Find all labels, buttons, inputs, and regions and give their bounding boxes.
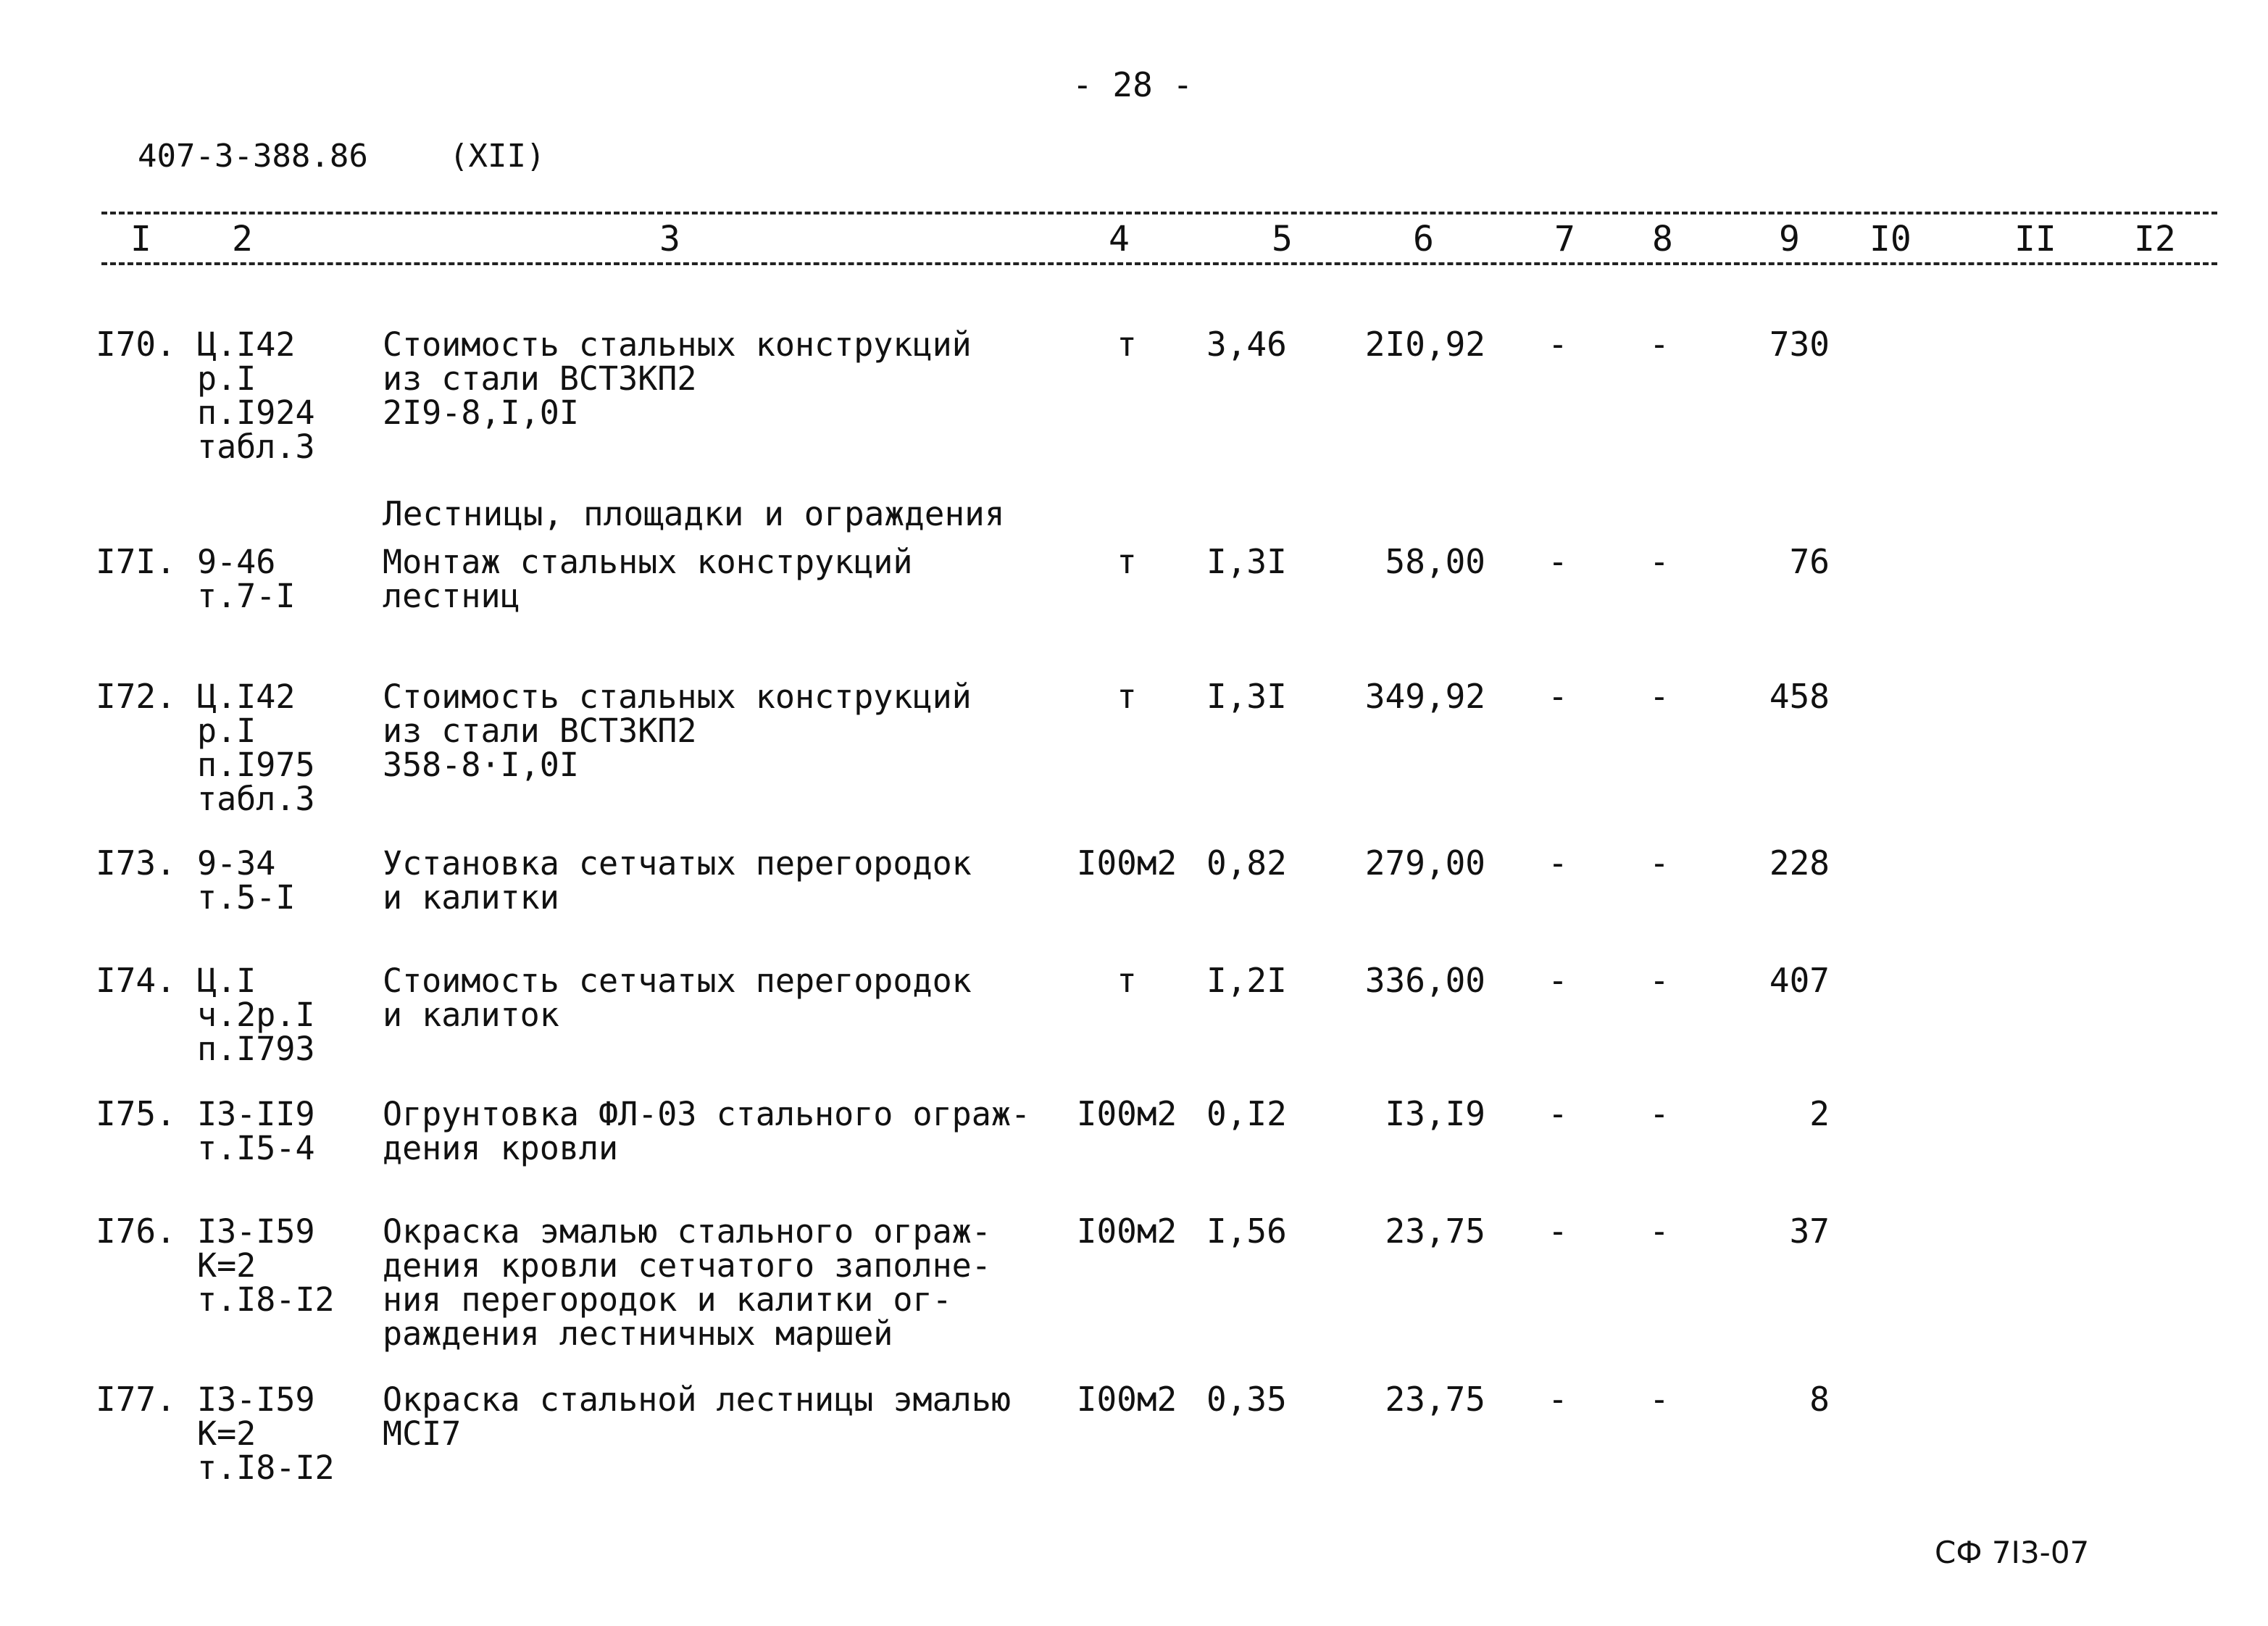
column-header-11: II <box>2014 219 2056 259</box>
row-description-line: Стоимость стальных конструкций <box>383 678 972 716</box>
row-description-line: лестниц <box>383 577 520 615</box>
column-header-1: I <box>130 219 151 259</box>
column-header-6: 6 <box>1413 219 1434 259</box>
column-header-7: 7 <box>1554 219 1575 259</box>
row-total: 730 <box>1769 325 1830 364</box>
row-unit-price: 58,00 <box>1385 542 1485 581</box>
row-column-7: - <box>1548 1212 1568 1251</box>
row-description-line: Стоимость сетчатых перегородок <box>383 962 972 1000</box>
row-code-line: п.I793 <box>197 1030 315 1068</box>
row-description-line: раждения лестничных маршей <box>383 1314 893 1353</box>
row-unit-price: 279,00 <box>1364 843 1485 883</box>
row-total: 37 <box>1789 1212 1830 1251</box>
row-quantity: I,3I <box>1206 677 1287 716</box>
row-code-line: I3-I59 <box>197 1212 315 1251</box>
row-unit: т <box>1117 961 1137 1000</box>
row-quantity: 0,35 <box>1206 1380 1287 1419</box>
row-column-7: - <box>1548 1094 1568 1133</box>
row-description-line: из стали ВСТ3КП2 <box>383 712 697 750</box>
row-number: I72. <box>96 677 176 716</box>
column-header-9: 9 <box>1779 219 1800 259</box>
row-unit: т <box>1117 677 1137 716</box>
column-header-3: 3 <box>659 219 680 259</box>
row-total: 228 <box>1769 843 1830 883</box>
row-column-8: - <box>1649 542 1669 581</box>
row-code-line: I3-I59 <box>197 1380 315 1419</box>
row-column-8: - <box>1649 1212 1669 1251</box>
row-column-8: - <box>1649 961 1669 1000</box>
row-code-line: п.I924 <box>197 393 315 432</box>
row-description-line: дения кровли <box>383 1129 619 1167</box>
row-quantity: I,2I <box>1206 961 1287 1000</box>
row-code-line: I3-II9 <box>197 1095 315 1133</box>
row-description-line: Окраска стальной лестницы эмалью <box>383 1380 1011 1419</box>
row-number: I70. <box>96 325 176 364</box>
row-unit-price: 2I0,92 <box>1364 325 1485 364</box>
row-total: 76 <box>1789 542 1830 581</box>
row-total: 458 <box>1769 677 1830 716</box>
row-code-line: Ц.I42 <box>197 325 296 364</box>
row-total: 8 <box>1809 1380 1830 1419</box>
row-code-line: п.I975 <box>197 746 315 784</box>
row-unit-price: 349,92 <box>1364 677 1485 716</box>
row-number: I74. <box>96 961 176 1000</box>
column-header-12: I2 <box>2134 219 2176 259</box>
document-section: (XII) <box>449 138 546 175</box>
row-column-7: - <box>1548 843 1568 883</box>
row-column-7: - <box>1548 542 1568 581</box>
row-code-line: т.I5-4 <box>197 1129 315 1167</box>
row-quantity: I,56 <box>1206 1212 1287 1251</box>
column-header-4: 4 <box>1109 219 1130 259</box>
section-heading: Лестницы, площадки и ограждения <box>383 494 1005 533</box>
column-header-2: 2 <box>232 219 253 259</box>
row-column-8: - <box>1649 677 1669 716</box>
row-unit-price: I3,I9 <box>1385 1094 1485 1133</box>
row-description-line: 2I9-8,I,0I <box>383 393 579 432</box>
row-column-8: - <box>1649 325 1669 364</box>
row-column-7: - <box>1548 677 1568 716</box>
row-description-line: Стоимость стальных конструкций <box>383 325 972 364</box>
row-column-7: - <box>1548 325 1568 364</box>
page-number: - 28 - <box>1072 65 1193 104</box>
row-total: 407 <box>1769 961 1830 1000</box>
column-header-5: 5 <box>1272 219 1293 259</box>
row-code-line: т.5-I <box>197 878 296 917</box>
row-column-8: - <box>1649 1380 1669 1419</box>
row-unit-price: 336,00 <box>1364 961 1485 1000</box>
row-description-line: Огрунтовка ФЛ-03 стального ограж- <box>383 1095 1031 1133</box>
row-unit: I00м2 <box>1076 1380 1177 1419</box>
row-unit: т <box>1117 542 1137 581</box>
row-column-7: - <box>1548 961 1568 1000</box>
row-code-line: табл.3 <box>197 780 315 818</box>
row-code-line: Ц.I <box>197 962 257 1000</box>
row-code-line: 9-46 <box>197 543 276 581</box>
row-description-line: и калиток <box>383 996 559 1034</box>
row-code-line: ч.2р.I <box>197 996 315 1034</box>
row-column-8: - <box>1649 843 1669 883</box>
row-unit: т <box>1117 325 1137 364</box>
row-description-line: ния перегородок и калитки ог- <box>383 1280 952 1319</box>
row-description-line: Окраска эмалью стального ограж- <box>383 1212 991 1251</box>
row-code-line: Ц.I42 <box>197 678 296 716</box>
row-description-line: из стали ВСТ3КП2 <box>383 359 697 398</box>
row-description-line: дения кровли сетчатого заполне- <box>383 1246 991 1285</box>
footer-code: СФ 7I3-07 <box>1935 1535 2090 1570</box>
row-unit-price: 23,75 <box>1385 1380 1485 1419</box>
row-description-line: МСI7 <box>383 1414 462 1453</box>
row-code-line: т.I8-I2 <box>197 1448 335 1487</box>
row-description-line: и калитки <box>383 878 559 917</box>
row-code-line: т.I8-I2 <box>197 1280 335 1319</box>
row-unit: I00м2 <box>1076 843 1177 883</box>
row-code-line: т.7-I <box>197 577 296 615</box>
row-number: I75. <box>96 1094 176 1133</box>
row-column-8: - <box>1649 1094 1669 1133</box>
row-code-line: р.I <box>197 712 257 750</box>
row-unit-price: 23,75 <box>1385 1212 1485 1251</box>
row-code-line: табл.3 <box>197 428 315 466</box>
column-header-8: 8 <box>1652 219 1673 259</box>
table-header-rule <box>101 262 2217 265</box>
row-quantity: 0,82 <box>1206 843 1287 883</box>
row-code-line: 9-34 <box>197 844 276 883</box>
row-quantity: 3,46 <box>1206 325 1287 364</box>
row-number: I73. <box>96 843 176 883</box>
row-code-line: р.I <box>197 359 257 398</box>
row-column-7: - <box>1548 1380 1568 1419</box>
row-description-line: Монтаж стальных конструкций <box>383 543 913 581</box>
row-description-line: Установка сетчатых перегородок <box>383 844 972 883</box>
row-description-line: 358-8·I,0I <box>383 746 579 784</box>
row-quantity: 0,I2 <box>1206 1094 1287 1133</box>
row-code-line: К=2 <box>197 1246 257 1285</box>
table-top-rule <box>101 212 2217 214</box>
row-number: I77. <box>96 1380 176 1419</box>
column-header-10: I0 <box>1869 219 1911 259</box>
row-code-line: К=2 <box>197 1414 257 1453</box>
row-number: I76. <box>96 1212 176 1251</box>
row-unit: I00м2 <box>1076 1094 1177 1133</box>
document-code: 407-3-388.86 <box>138 138 368 175</box>
row-total: 2 <box>1809 1094 1830 1133</box>
row-unit: I00м2 <box>1076 1212 1177 1251</box>
row-quantity: I,3I <box>1206 542 1287 581</box>
row-number: I7I. <box>96 542 176 581</box>
